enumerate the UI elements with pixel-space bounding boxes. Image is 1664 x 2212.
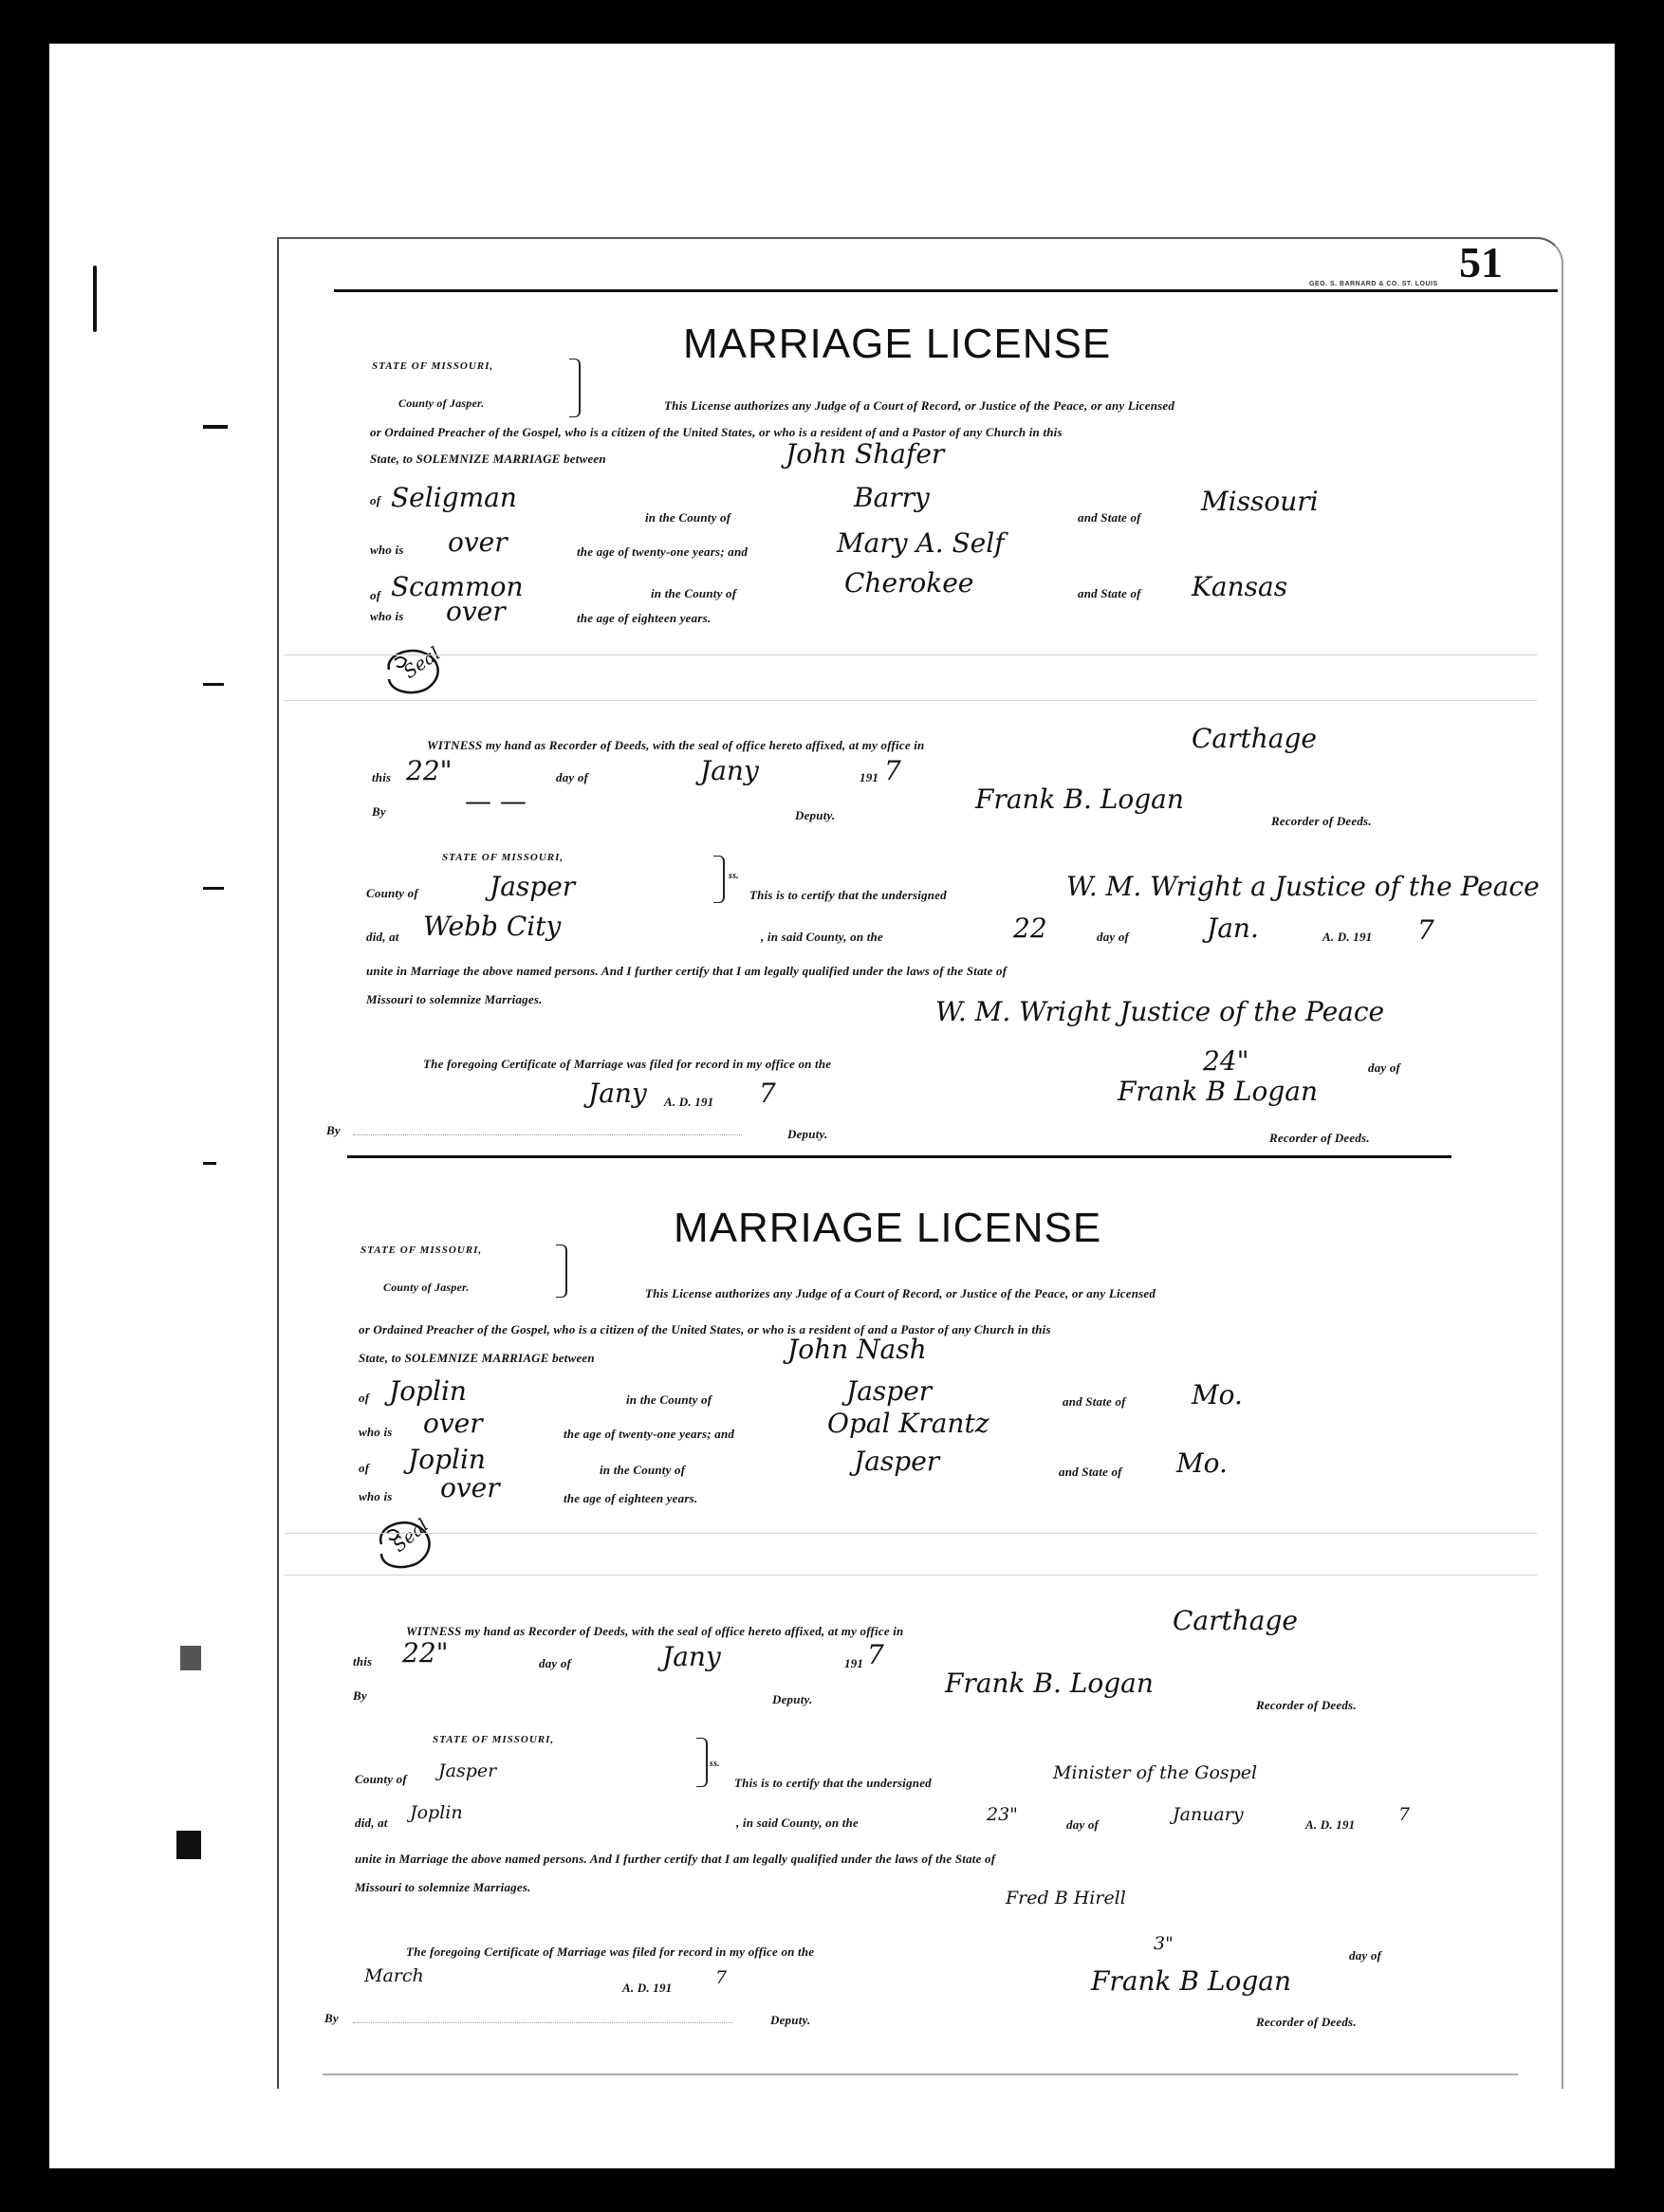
brace: [556, 1244, 567, 1298]
state-label: STATE OF MISSOURI,: [442, 852, 564, 863]
day-of-label: day of: [1349, 1948, 1382, 1963]
county-of-label: County of: [355, 1772, 407, 1786]
groom-city: Joplin: [389, 1375, 467, 1407]
cert-county: Jasper: [490, 871, 576, 902]
groom-name: John Nash: [787, 1334, 927, 1365]
this-label: this: [372, 770, 392, 784]
unite-text: unite in Marriage the above named persons. And I further certify that I am legally qualified under the laws of the State of: [355, 1852, 996, 1866]
bride-name: Opal Krantz: [827, 1408, 989, 1439]
deputy-name: — —: [465, 785, 527, 817]
ledger-page-border: [277, 237, 1563, 2089]
officiant: Minister of the Gospel: [1053, 1762, 1258, 1783]
of-label: of: [359, 1461, 370, 1475]
bride-state: Kansas: [1192, 571, 1288, 602]
margin-mark: [203, 683, 224, 686]
foregoing-text: The foregoing Certificate of Marriage was filed for record in my office on the: [406, 1945, 815, 1959]
year-label: 191: [860, 770, 879, 784]
in-county-label: in the County of: [651, 586, 737, 600]
issue-day: 22": [402, 1637, 449, 1668]
rule: [285, 1575, 1537, 1576]
groom-county: Barry: [854, 482, 930, 513]
ad-label: A. D. 191: [622, 1981, 673, 1995]
license-title: MARRIAGE LICENSE: [683, 321, 1112, 367]
state-label: STATE OF MISSOURI,: [361, 1244, 483, 1256]
deputy-label: Deputy.: [770, 2013, 811, 2027]
office-city: Carthage: [1192, 723, 1317, 754]
who-is-label: who is: [359, 1425, 393, 1439]
ss-label: ss.: [710, 1759, 720, 1769]
did-at-label: did, at: [355, 1816, 388, 1830]
filed-month: Jany: [588, 1078, 647, 1109]
of-label: of: [359, 1391, 370, 1405]
day-of-label: day of: [539, 1656, 572, 1670]
deputy-dotted-line: [353, 1134, 742, 1135]
license-text-line-1: This License authorizes any Judge of a Court of Record, or Justice of the Peace, or any Licensed: [664, 398, 1175, 413]
bride-name: Mary A. Self: [837, 527, 1005, 559]
age-21-label: the age of twenty-one years; and: [577, 544, 749, 559]
binding-hole-mark: [176, 1831, 201, 1859]
and-state-label: and State of: [1063, 1394, 1126, 1409]
printer-imprint: GEO. S. BARNARD & CO. ST. LOUIS: [1309, 281, 1438, 287]
groom-city: Seligman: [391, 482, 517, 513]
cert-year-digit: 7: [1398, 1804, 1411, 1825]
license-title: MARRIAGE LICENSE: [674, 1205, 1102, 1251]
deputy-label: Deputy.: [772, 1692, 813, 1706]
issue-year-digit: 7: [867, 1639, 884, 1670]
groom-name: John Shafer: [786, 438, 945, 470]
witness-text: WITNESS my hand as Recorder of Deeds, with the seal of office hereto affixed, at my office in: [427, 738, 925, 752]
cert-day: 23": [987, 1804, 1018, 1825]
margin-mark: [203, 1162, 216, 1165]
license-text-line-2: or Ordained Preacher of the Gospel, who is a citizen of the United States, or who is a resident of and a Pastor of any Church in this: [370, 425, 1063, 439]
filed-year-digit: 7: [759, 1078, 776, 1109]
cert-month: Jan.: [1207, 912, 1259, 944]
recorder-name: Frank B. Logan: [975, 783, 1184, 815]
bride-age: over: [440, 1472, 500, 1503]
filed-signature: Frank B Logan: [1118, 1076, 1318, 1107]
recorder-name: Frank B. Logan: [945, 1668, 1154, 1699]
in-said-county-label: , in said County, on the: [761, 930, 883, 944]
state-label: STATE OF MISSOURI,: [433, 1734, 555, 1745]
deputy-label: Deputy.: [787, 1127, 828, 1141]
brace: [696, 1738, 708, 1787]
bride-state: Mo.: [1176, 1447, 1228, 1479]
officiant-signature: Fred B Hirell: [1006, 1888, 1126, 1908]
in-county-label: in the County of: [645, 510, 731, 525]
groom-state: Missouri: [1201, 486, 1319, 517]
county-jasper-label: County of Jasper.: [383, 1281, 470, 1294]
and-state-label: and State of: [1078, 586, 1141, 600]
seal-mark: [381, 641, 450, 698]
by-label: By: [372, 804, 386, 819]
this-label: this: [353, 1654, 373, 1668]
unite-text: unite in Marriage the above named persons. And I further certify that I am legally qualified under the laws of the State of: [366, 964, 1008, 978]
issue-month: Jany: [700, 755, 759, 786]
bride-city: Scammon: [391, 571, 524, 602]
license-text-line-1: This License authorizes any Judge of a Court of Record, or Justice of the Peace, or any Licensed: [645, 1286, 1156, 1300]
certify-text: This is to certify that the undersigned: [734, 1776, 932, 1790]
groom-state: Mo.: [1192, 1379, 1243, 1410]
cert-year-digit: 7: [1417, 914, 1434, 946]
certify-text: This is to certify that the undersigned: [749, 888, 947, 902]
in-said-county-label: , in said County, on the: [736, 1816, 859, 1830]
rule: [285, 654, 1537, 655]
officiant-signature: W. M. Wright Justice of the Peace: [935, 996, 1385, 1027]
county-jasper-label: County of Jasper.: [398, 396, 485, 410]
filed-year-digit: 7: [715, 1967, 728, 1988]
officiant: W. M. Wright a Justice of the Peace: [1066, 871, 1540, 902]
bride-city: Joplin: [408, 1444, 486, 1475]
recorder-label: Recorder of Deeds.: [1256, 2015, 1357, 2029]
cert-county: Jasper: [438, 1760, 497, 1781]
rule: [285, 700, 1537, 701]
age-18-label: the age of eighteen years.: [564, 1491, 698, 1505]
recorder-label: Recorder of Deeds.: [1269, 1131, 1370, 1145]
did-at-label: did, at: [366, 930, 399, 944]
groom-age: over: [423, 1408, 483, 1439]
filed-month: March: [364, 1965, 424, 1986]
and-state-label: and State of: [1078, 510, 1141, 525]
ad-label: A. D. 191: [1322, 930, 1373, 944]
county-of-label: County of: [366, 886, 418, 900]
cert-city: Joplin: [410, 1802, 463, 1823]
by-label: By: [326, 1123, 341, 1137]
of-label: of: [370, 588, 381, 602]
brace: [713, 856, 725, 903]
bride-age: over: [446, 596, 506, 627]
issue-day: 22": [406, 755, 453, 786]
margin-mark: [203, 887, 224, 890]
groom-county: Jasper: [846, 1375, 933, 1407]
and-state-label: and State of: [1059, 1465, 1122, 1479]
seal-label: Seal: [399, 643, 445, 683]
cert-city: Webb City: [423, 911, 562, 942]
by-label: By: [353, 1688, 367, 1703]
ad-label: A. D. 191: [1305, 1817, 1356, 1832]
margin-mark: [203, 425, 228, 429]
brace: [569, 359, 581, 417]
margin-mark: [93, 266, 97, 332]
license-text-line-3: State, to SOLEMNIZE MARRIAGE between: [359, 1351, 595, 1365]
foregoing-text: The foregoing Certificate of Marriage was filed for record in my office on the: [423, 1057, 832, 1071]
missouri-solemnize-text: Missouri to solemnize Marriages.: [366, 992, 543, 1006]
day-of-label: day of: [556, 770, 589, 784]
of-label: of: [370, 493, 381, 507]
who-is-label: who is: [370, 609, 404, 623]
section-divider: [347, 1155, 1451, 1158]
issue-month: Jany: [662, 1641, 721, 1672]
issue-year-digit: 7: [884, 755, 901, 786]
recorder-label: Recorder of Deeds.: [1256, 1698, 1357, 1712]
filed-signature: Frank B Logan: [1091, 1965, 1291, 1997]
age-21-label: the age of twenty-one years; and: [564, 1427, 735, 1441]
cert-day: 22: [1013, 912, 1047, 944]
bottom-rule: [323, 2074, 1518, 2075]
state-label: STATE OF MISSOURI,: [372, 360, 494, 372]
age-18-label: the age of eighteen years.: [577, 611, 712, 625]
day-of-label: day of: [1066, 1817, 1100, 1832]
bride-county: Jasper: [854, 1446, 940, 1477]
seal-mark: [372, 1512, 440, 1573]
witness-text: WITNESS my hand as Recorder of Deeds, with the seal of office hereto affixed, at my office in: [406, 1624, 904, 1638]
ss-label: ss.: [729, 871, 739, 881]
filed-day: 3": [1154, 1933, 1174, 1954]
who-is-label: who is: [370, 543, 404, 557]
missouri-solemnize-text: Missouri to solemnize Marriages.: [355, 1880, 531, 1894]
top-rule: [334, 289, 1558, 292]
day-of-label: day of: [1368, 1060, 1401, 1075]
license-text-line-3: State, to SOLEMNIZE MARRIAGE between: [370, 452, 606, 466]
binding-hole-mark: [180, 1646, 201, 1670]
filed-day: 24": [1203, 1045, 1249, 1077]
in-county-label: in the County of: [600, 1463, 686, 1477]
cert-month: January: [1173, 1804, 1244, 1825]
who-is-label: who is: [359, 1489, 393, 1503]
ad-label: A. D. 191: [664, 1095, 714, 1109]
recorder-label: Recorder of Deeds.: [1271, 814, 1372, 828]
license-text-line-2: or Ordained Preacher of the Gospel, who is a citizen of the United States, or who is a resident of and a Pastor of any Church in this: [359, 1322, 1051, 1336]
rule: [285, 1533, 1537, 1534]
by-label: By: [324, 2011, 339, 2025]
office-city: Carthage: [1173, 1605, 1298, 1636]
seal-label: Seal: [388, 1515, 433, 1557]
page-number: 51: [1459, 238, 1503, 286]
deputy-label: Deputy.: [795, 808, 836, 822]
bride-county: Cherokee: [844, 567, 974, 599]
day-of-label: day of: [1097, 930, 1130, 944]
groom-age: over: [448, 526, 508, 558]
year-label: 191: [844, 1656, 864, 1670]
in-county-label: in the County of: [626, 1392, 712, 1407]
deputy-dotted-line: [353, 2022, 732, 2023]
